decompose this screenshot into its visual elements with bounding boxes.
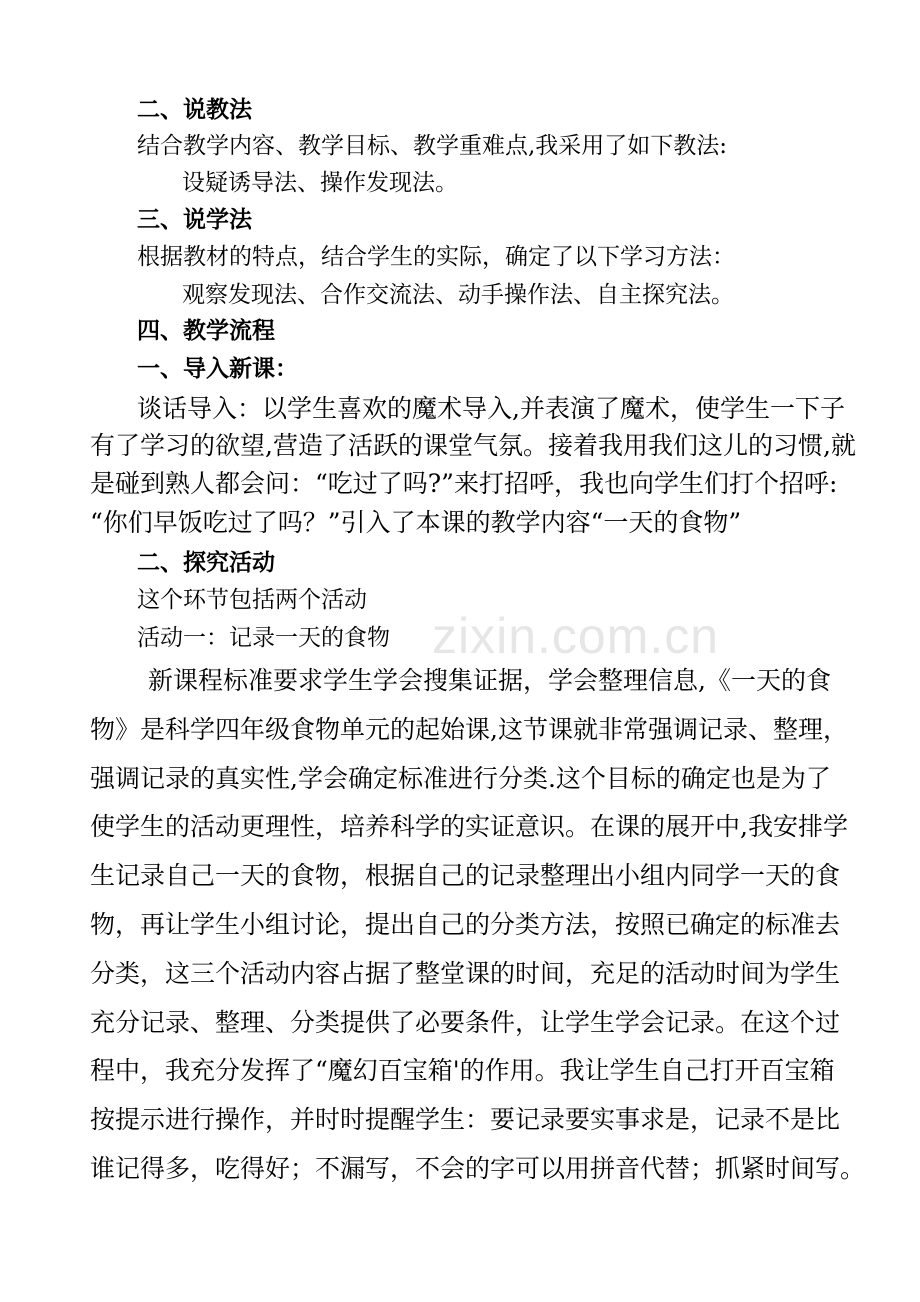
text-line: 有了学习的欲望,营造了活跃的课堂气氛。接着我用我们这儿的习惯,就 [90, 431, 856, 460]
paragraph-line: 物，再让学生小组讨论，提出自己的分类方法，按照已确定的标准去 [90, 910, 841, 939]
paragraph-line: 分类，这三个活动内容占据了整堂课的时间，充足的活动时间为学生 [90, 959, 841, 988]
paragraph-line: 程中，我充分发挥了“魔幻百宝箱'的作用。我让学生自己打开百宝箱 [90, 1056, 835, 1085]
paragraph-line: 按提示进行操作，并时时提醒学生：要记录要实事求是，记录不是比 [90, 1105, 841, 1134]
text-line: 这个环节包括两个活动 [137, 587, 367, 613]
step-heading-introduction: 一、导入新课： [137, 355, 298, 382]
paragraph-line: 谁记得多，吃得好；不漏写，不会的字可以用拼音代替；抓紧时间写。 [90, 1154, 866, 1183]
paragraph-line: 新课程标准要求学生学会搜集证据，学会整理信息,《一天的食 [148, 666, 831, 695]
step-heading-exploration: 二、探究活动 [137, 549, 275, 576]
paragraph-line: 充分记录、整理、分类提供了必要条件，让学生学会记录。在这个过 [90, 1008, 841, 1037]
paragraph-line: 强调记录的真实性,学会确定标准进行分类.这个目标的确定也是为了 [90, 764, 831, 793]
text-line: 观察发现法、合作交流法、动手操作法、自主探究法。 [182, 282, 734, 308]
text-line: “你们早饭吃过了吗？”引入了本课的教学内容“一天的食物” [90, 508, 742, 537]
watermark: zixin.com.cn [432, 608, 720, 664]
section-heading-teaching-process: 四、教学流程 [137, 317, 275, 344]
text-line: 根据教材的特点，结合学生的实际，确定了以下学习方法： [137, 244, 735, 270]
text-line: 活动一：记录一天的食物 [137, 625, 390, 651]
section-heading-learning-method: 三、说学法 [137, 206, 252, 233]
paragraph-line: 生记录自己一天的食物，根据自己的记录整理出小组内同学一天的食 [90, 861, 841, 890]
text-line: 是碰到熟人都会问：“吃过了吗?”来打招呼，我也向学生们打个招呼: [90, 469, 838, 498]
paragraph-line: 物》是科学四年级食物单元的起始课,这节课就非常强调记录、整理， [90, 715, 848, 744]
paragraph-line: 使学生的活动更理性，培养科学的实证意识。在课的展开中,我安排学 [90, 812, 848, 841]
section-heading-teaching-method: 二、说教法 [137, 96, 252, 123]
text-line: 设疑诱导法、操作发现法。 [182, 170, 458, 196]
text-line: 结合教学内容、教学目标、教学重难点,我采用了如下教法: [137, 133, 728, 159]
text-line: 谈话导入：以学生喜欢的魔术导入,并表演了魔术，使学生一下子 [137, 394, 845, 423]
